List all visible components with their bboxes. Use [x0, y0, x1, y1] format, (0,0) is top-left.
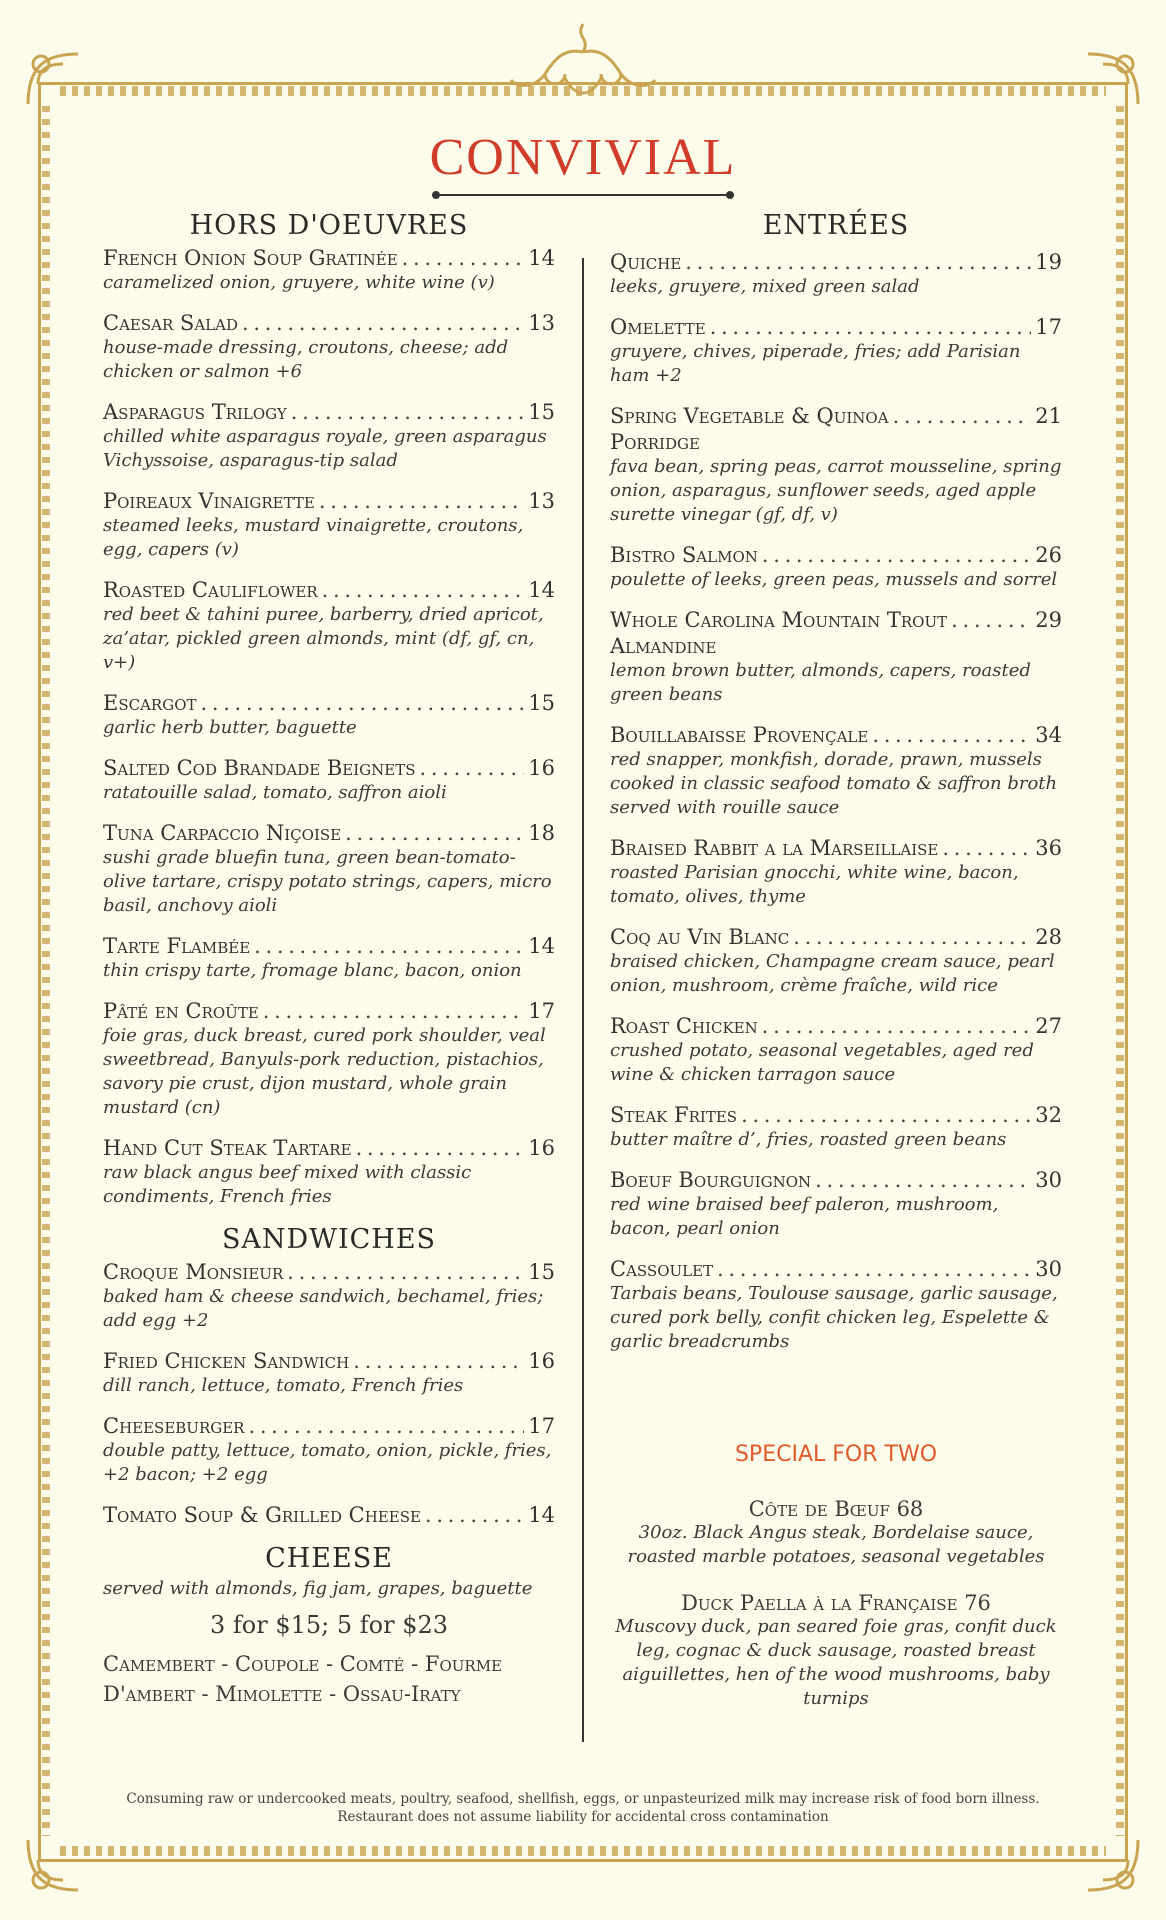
dot-leader — [420, 755, 525, 781]
menu-item-head — [103, 245, 555, 271]
menu-item-price: 14 — [528, 578, 555, 602]
dot-leader — [291, 399, 524, 425]
menu-item-description: chilled white asparagus royale, green asparagus Vichyssoise, asparagus-tip salad — [103, 426, 547, 471]
menu-item-description: crushed potato, seasonal vegetables, aged red wine & chicken tarragon sauce — [610, 1040, 1034, 1085]
menu-item-description: ratatouille salad, tomato, saffron aioli — [103, 782, 447, 803]
border-chain-left — [42, 106, 50, 1836]
dot-leader — [815, 1167, 1031, 1193]
menu-item — [610, 722, 1062, 820]
menu-item-price: 13 — [528, 489, 555, 513]
special-title: SPECIAL FOR TWO — [734, 1442, 938, 1467]
menu-item-description: sushi grade bluefin tuna, green bean-tomato-olive tartare, crispy potato strings, capers, micro basil, anchovy aioli — [103, 847, 552, 916]
menu-item-name: Fried Chicken Sandwich — [103, 1349, 350, 1373]
dot-leader — [254, 933, 524, 959]
menu-item-price: 15 — [528, 1260, 555, 1284]
menu-item — [103, 310, 555, 384]
menu-item-head — [103, 998, 555, 1024]
menu-item-name: Escargot — [103, 691, 197, 715]
menu-item-name: Poireaux Vinaigrette — [103, 489, 315, 513]
menu-item-head — [103, 933, 555, 959]
menu-item-description: fava bean, spring peas, carrot mousseline, spring onion, asparagus, sunflower seeds, aged apple surette vinegar (gf, df, v) — [610, 456, 1062, 525]
menu-item-head — [610, 403, 1062, 429]
menu-item-name: Bouillabaisse Provençale — [610, 723, 869, 747]
menu-item-price: 30 — [1035, 1168, 1062, 1192]
dot-leader — [402, 245, 525, 271]
dot-leader — [951, 607, 1031, 633]
menu-item — [103, 1348, 555, 1398]
special-item — [610, 1591, 1062, 1711]
dot-leader — [322, 577, 525, 603]
menu-item-name: Caesar Salad — [103, 311, 238, 335]
dot-leader — [263, 998, 524, 1024]
menu-item — [610, 835, 1062, 909]
dot-leader — [942, 835, 1031, 861]
menu-item-price: 15 — [528, 400, 555, 424]
menu-item — [103, 399, 555, 473]
corner-flourish-icon — [1078, 44, 1148, 114]
menu-item — [610, 1013, 1062, 1087]
menu-item-description: double patty, lettuce, tomato, onion, pickle, fries, +2 bacon; +2 egg — [103, 1440, 552, 1485]
menu-item — [103, 933, 555, 983]
menu-item-head — [103, 577, 555, 603]
menu-item-head — [103, 1502, 555, 1528]
menu-item-name: Tuna Carpaccio Niçoise — [103, 821, 342, 845]
menu-item-price: 15 — [528, 691, 555, 715]
menu-item-description: gruyere, chives, piperade, fries; add Parisian ham +2 — [610, 341, 1021, 386]
special-item — [610, 1497, 1062, 1569]
menu-item-name: Hand Cut Steak Tartare — [103, 1136, 352, 1160]
menu-item-name: Cheeseburger — [103, 1414, 245, 1438]
menu-item — [103, 998, 555, 1120]
cheese-list: Camembert - Coupole - Comté - Fourme D'ambert - Mimolette - Ossau-Iraty — [103, 1652, 503, 1706]
menu-item — [610, 1102, 1062, 1152]
footer-line: Consuming raw or undercooked meats, poultry, seafood, shellfish, eggs, or unpasteurized milk may increase risk of food born illness. — [126, 1791, 1040, 1807]
corner-flourish-icon — [18, 1830, 88, 1900]
dot-leader — [717, 1256, 1031, 1282]
menu-item-name-continued: Porridge — [610, 430, 700, 454]
menu-item-head — [103, 1348, 555, 1374]
menu-item-head — [610, 924, 1062, 950]
cheese-note: served with almonds, fig jam, grapes, baguette — [103, 1578, 533, 1599]
menu-item-price: 18 — [528, 821, 555, 845]
menu-item-head — [610, 249, 1062, 275]
restaurant-logo: CONVIVIAL — [429, 129, 737, 186]
special-item-name: Côte de Bœuf 68 — [748, 1497, 924, 1521]
menu-item — [103, 820, 555, 918]
menu-item-name: Omelette — [610, 315, 706, 339]
dot-leader — [353, 1348, 524, 1374]
menu-item — [103, 1502, 555, 1528]
menu-item-description: roasted Parisian gnocchi, white wine, bacon, tomato, olives, thyme — [610, 862, 1019, 907]
dot-leader — [201, 690, 525, 716]
menu-item-price: 29 — [1035, 608, 1062, 632]
section-title-hors: HORS D'OEUVRES — [189, 210, 469, 241]
hors-list — [103, 245, 555, 1209]
column-divider — [582, 258, 584, 1742]
menu-item-head — [610, 1102, 1062, 1128]
sandwiches-list — [103, 1259, 555, 1528]
menu-item-description: dill ranch, lettuce, tomato, French fries — [103, 1375, 464, 1396]
dot-leader — [793, 924, 1031, 950]
menu-item-name: Asparagus Trilogy — [103, 400, 287, 424]
border-chain-right — [1116, 106, 1124, 1836]
menu-item — [610, 542, 1062, 592]
special-list — [610, 1497, 1062, 1711]
menu-item-head — [103, 820, 555, 846]
menu-item-description: caramelized onion, gruyere, white wine (v) — [103, 272, 495, 293]
menu-item — [103, 690, 555, 740]
menu-item-head — [103, 310, 555, 336]
cheese-price: 3 for $15; 5 for $23 — [210, 1611, 448, 1639]
menu-item — [610, 1167, 1062, 1241]
menu-item-name: Roast Chicken — [610, 1014, 758, 1038]
menu-item — [610, 314, 1062, 388]
menu-item-name-continued: Almandine — [610, 634, 717, 658]
menu-item — [103, 488, 555, 562]
menu-item-head — [103, 1259, 555, 1285]
menu-item-price: 32 — [1035, 1103, 1062, 1127]
menu-item-name: Tomato Soup & Grilled Cheese — [103, 1503, 421, 1527]
menu-item — [103, 577, 555, 675]
menu-item-description: red beet & tahini puree, barberry, dried apricot, za’atar, pickled green almonds, mint (df, gf, cn, v+) — [103, 604, 544, 673]
entrees-list — [610, 249, 1062, 1354]
menu-item-price: 34 — [1035, 723, 1062, 747]
menu-item-price: 14 — [528, 934, 555, 958]
menu-item-name: Quiche — [610, 250, 682, 274]
menu-item — [610, 607, 1062, 707]
menu-item-price: 21 — [1035, 404, 1062, 428]
section-title-entrees: ENTRÉES — [762, 210, 910, 241]
menu-item-head — [103, 399, 555, 425]
menu-item-price: 17 — [528, 1414, 555, 1438]
menu-item-head — [610, 722, 1062, 748]
menu-item-name: Salted Cod Brandade Beignets — [103, 756, 416, 780]
menu-item-name: Cassoulet — [610, 1257, 714, 1281]
special-item-description: Muscovy duck, pan seared foie gras, confit duck leg, cognac & duck sausage, roasted breast aiguillettes, hen of the wood mushrooms, baby turnips — [615, 1616, 1057, 1709]
right-column — [610, 210, 1062, 1733]
menu-item-head — [103, 488, 555, 514]
dot-leader — [425, 1502, 524, 1528]
menu-item-name: Whole Carolina Mountain Trout — [610, 608, 948, 632]
menu-item-head — [610, 1013, 1062, 1039]
menu-item-name: Boeuf Bourguignon — [610, 1168, 812, 1192]
footer-disclaimer — [60, 1790, 1106, 1826]
menu-item-description: red wine braised beef paleron, mushroom, bacon, pearl onion — [610, 1194, 999, 1239]
menu-item-name: French Onion Soup Gratinée — [103, 246, 398, 270]
dot-leader — [287, 1259, 524, 1285]
menu-item-name: Croque Monsieur — [103, 1260, 284, 1284]
menu-item-name: Pâté en Croûte — [103, 999, 259, 1023]
menu-item-price: 19 — [1035, 250, 1062, 274]
menu-item-description: red snapper, monkfish, dorade, prawn, mussels cooked in classic seafood tomato & saffron broth served with rouille sauce — [610, 749, 1058, 818]
menu-item-price: 28 — [1035, 925, 1062, 949]
menu-item-description: lemon brown butter, almonds, capers, roasted green beans — [610, 660, 1031, 705]
dot-leader — [710, 314, 1032, 340]
menu-item-description: garlic herb butter, baguette — [103, 717, 357, 738]
dot-leader — [685, 249, 1031, 275]
dot-leader — [356, 1135, 525, 1161]
menu-item-head — [610, 607, 1062, 633]
dot-leader — [762, 542, 1031, 568]
logo-underline — [436, 194, 730, 196]
menu-item — [103, 755, 555, 805]
dot-leader — [762, 1013, 1032, 1039]
menu-item-head — [103, 690, 555, 716]
menu-item-description: thin crispy tarte, fromage blanc, bacon, onion — [103, 960, 522, 981]
menu-item-head — [610, 1167, 1062, 1193]
dot-leader — [345, 820, 524, 846]
menu-item-description: Tarbais beans, Toulouse sausage, garlic sausage, cured pork belly, confit chicken leg, Espelette & garlic breadcrumbs — [610, 1283, 1058, 1352]
section-title-cheese: CHEESE — [265, 1543, 393, 1574]
menu-item — [103, 245, 555, 295]
menu-item-price: 26 — [1035, 543, 1062, 567]
menu-item-name: Tarte Flambée — [103, 934, 251, 958]
menu-item-price: 36 — [1035, 836, 1062, 860]
menu-item-price: 17 — [1035, 315, 1062, 339]
special-item-description: 30oz. Black Angus steak, Bordelaise sauce, roasted marble potatoes, seasonal vegetables — [627, 1522, 1045, 1567]
menu-item-name: Coq au Vin Blanc — [610, 925, 790, 949]
menu-item-price: 30 — [1035, 1257, 1062, 1281]
dot-leader — [242, 310, 524, 336]
menu-item — [103, 1135, 555, 1209]
menu-item-price: 14 — [528, 1503, 555, 1527]
menu-item-head — [610, 542, 1062, 568]
menu-item-price: 17 — [528, 999, 555, 1023]
section-title-sandwiches: SANDWICHES — [221, 1224, 437, 1255]
menu-item-name: Bistro Salmon — [610, 543, 758, 567]
menu-item-description: leeks, gruyere, mixed green salad — [610, 276, 920, 297]
corner-flourish-icon — [18, 44, 88, 114]
top-ornament-icon — [505, 18, 661, 118]
menu-item — [103, 1259, 555, 1333]
menu-item — [610, 249, 1062, 299]
left-column — [103, 210, 555, 1709]
menu-item — [610, 924, 1062, 998]
menu-item-description: raw black angus beef mixed with classic condiments, French fries — [103, 1162, 472, 1207]
menu-item-price: 16 — [528, 756, 555, 780]
menu-item-description: braised chicken, Champagne cream sauce, pearl onion, mushroom, crème fraîche, wild rice — [610, 951, 1055, 996]
dot-leader — [248, 1413, 524, 1439]
menu-item-head — [103, 1413, 555, 1439]
corner-flourish-icon — [1078, 1830, 1148, 1900]
menu-item-head — [610, 835, 1062, 861]
menu-item-description: house-made dressing, croutons, cheese; add chicken or salmon +6 — [103, 337, 509, 382]
menu-item-description: poulette of leeks, green peas, mussels and sorrel — [610, 569, 1058, 590]
menu-item-name: Steak Frites — [610, 1103, 738, 1127]
menu-item-name: Spring Vegetable & Quinoa — [610, 404, 889, 428]
menu-item-description: baked ham & cheese sandwich, bechamel, fries; add egg +2 — [103, 1286, 544, 1331]
menu-item-head — [103, 755, 555, 781]
dot-leader — [741, 1102, 1031, 1128]
menu-item-price: 16 — [528, 1349, 555, 1373]
menu-item-name: Braised Rabbit a la Marseillaise — [610, 836, 939, 860]
menu-item — [610, 403, 1062, 527]
menu-item-head — [103, 1135, 555, 1161]
menu-item — [610, 1256, 1062, 1354]
border-chain-bottom — [60, 1846, 1106, 1856]
menu-item-description: butter maître d’, fries, roasted green beans — [610, 1129, 1007, 1150]
menu-item-head — [610, 1256, 1062, 1282]
dot-leader — [893, 403, 1032, 429]
menu-item-head — [610, 314, 1062, 340]
menu-item-description: foie gras, duck breast, cured pork shoulder, veal sweetbread, Banyuls-pork reduction, pistachios, savory pie crust, dijon mustard, whole grain mustard (cn) — [103, 1025, 546, 1118]
menu-item-name: Roasted Cauliflower — [103, 578, 318, 602]
footer-line: Restaurant does not assume liability for accidental cross contamination — [337, 1809, 829, 1825]
dot-leader — [872, 722, 1031, 748]
menu-item-description: steamed leeks, mustard vinaigrette, croutons, egg, capers (v) — [103, 515, 524, 560]
menu-item-price: 14 — [528, 246, 555, 270]
menu-item-price: 13 — [528, 311, 555, 335]
dot-leader — [319, 488, 524, 514]
menu-item-price: 27 — [1035, 1014, 1062, 1038]
menu-item — [103, 1413, 555, 1487]
special-item-name: Duck Paella à la Française 76 — [681, 1591, 991, 1615]
menu-item-price: 16 — [528, 1136, 555, 1160]
